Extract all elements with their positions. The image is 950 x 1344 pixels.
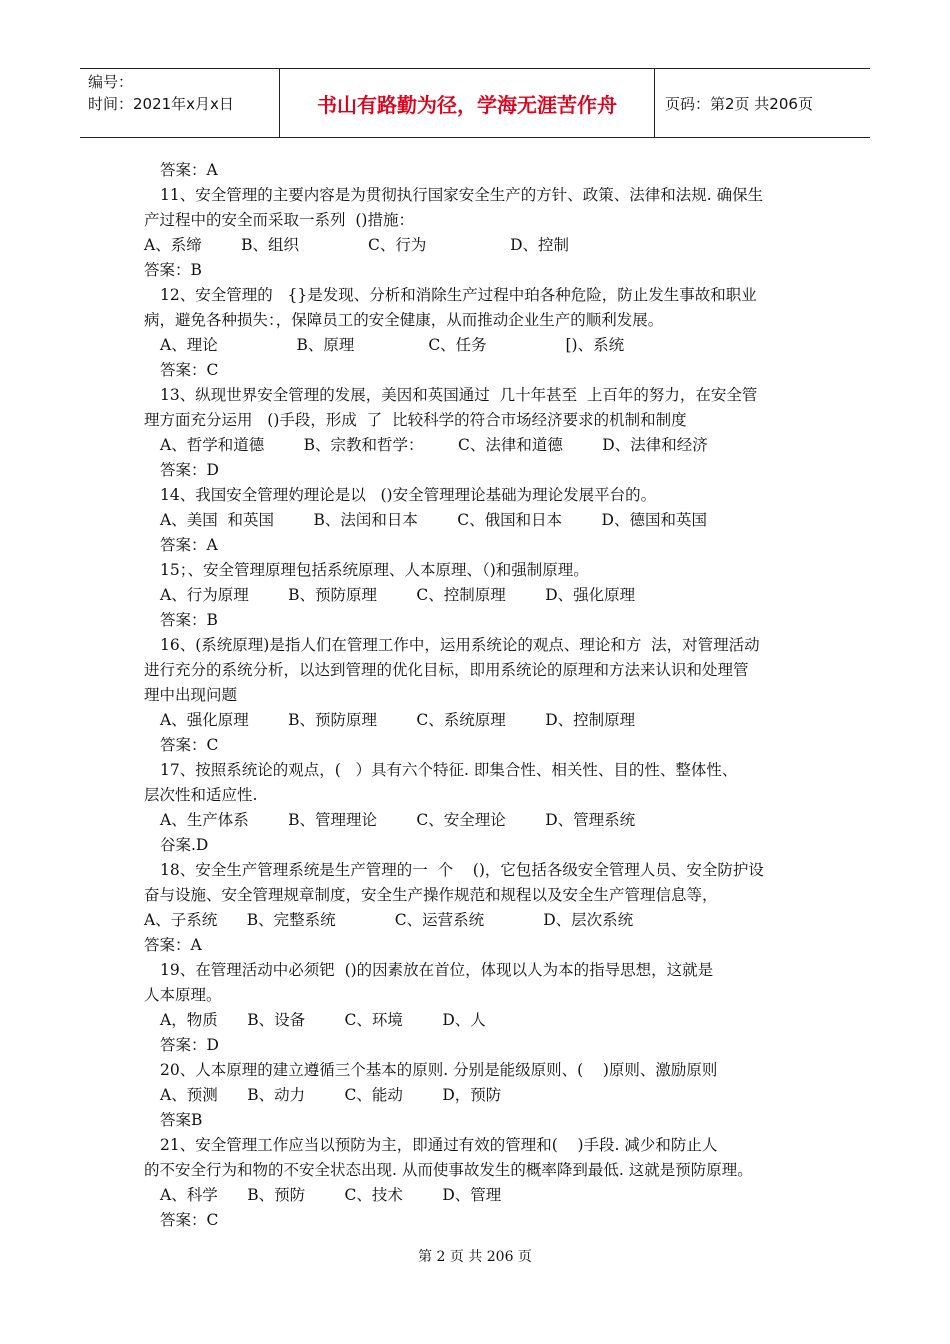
- text-line: A、生产体系 B、管理理论 C、安全理论 D、管理系统: [160, 811, 636, 829]
- text-line: 谷案.D: [160, 836, 209, 854]
- text-line: A、哲学和道德 B、宗教和哲学： C、法律和道德 D、法律和经济: [160, 436, 708, 454]
- text-line: 答案：A: [160, 161, 218, 179]
- text-line: 16、(系统原理)是指人们在管理工作中，运用系统论的观点、理论和方 法，对管理活动: [160, 636, 760, 654]
- text-line: 答案：A: [160, 536, 218, 554]
- text-line: 18、安全生产管理系统是生产管理的一 个 ()，它包括各级安全管理人员、安全防护设: [160, 861, 764, 879]
- text-line: A、系缔 B、组织 C、行为 D、控制: [144, 236, 570, 254]
- header-meta: [80, 69, 280, 137]
- page-footer: 第 2 页 共 206 页: [418, 1249, 532, 1265]
- text-line: 的不安全行为和物的不安全状态出现. 从而使事故发生的概率降到最低. 这就是预防原理。: [144, 1161, 753, 1179]
- text-line: 答案：C: [160, 1211, 219, 1229]
- text-line: A、理论 B、原理 C、任务 [)、系统: [160, 336, 625, 354]
- text-line: 人本原理。: [144, 986, 222, 1004]
- text-line: 答案：D: [160, 461, 219, 479]
- header-motto-cell: [280, 69, 655, 137]
- text-line: 11、安全管理的主要内容是为贯彻执行国家安全生产的方针、政策、法律和法规. 确保生: [160, 186, 764, 204]
- date-label: 时间：2021年x月x日: [88, 95, 234, 113]
- text-line: 17、按照系统论的观点，( ）具有六个特征. 即集合性、相关性、目的性、整体性、: [160, 761, 738, 779]
- text-line: 理方面充分运用 ()手段，形成 了 比较科学的符合市场经济要求的机制和制度: [144, 411, 687, 429]
- text-line: 层次性和适应性.: [144, 786, 258, 804]
- text-line: 答案：B: [144, 261, 202, 279]
- number-label: 编号：: [88, 73, 134, 91]
- text-line: 14、我国安全管理妁理论是以 ()安全管理理论基础为理论发展平台的。: [160, 486, 657, 504]
- text-line: A、行为原理 B、预防原理 C、控制原理 D、强化原理: [160, 586, 636, 604]
- text-line: 21、安全管理工作应当以预防为主，即通过有效的管理和( )手段. 减少和防止人: [160, 1136, 718, 1154]
- text-line: 20、人本原理的建立遵循三个基本的原则. 分别是能级原则、( )原则、激励原则: [160, 1061, 718, 1079]
- text-line: 19、在管理活动中必须钯 ()的因素放在首位，体现以人为本的指导思想，这就是: [160, 961, 714, 979]
- text-line: 答案B: [160, 1111, 203, 1129]
- text-line: 病，避免各种损失：，保障员工的安全健康，从而推动企业生产的顺利发展。: [144, 311, 664, 329]
- text-line: 答案：D: [160, 1036, 219, 1054]
- text-line: 13、纵现世界安全管理的发展，美因和英国通过 几十年甚至 上百年的努力，在安全管: [160, 386, 758, 404]
- text-line: 产过程中的安全而采取一系列 ()措施：: [144, 211, 414, 229]
- header-page-cell: [655, 69, 870, 137]
- page-label: 页码：第2页 共206页: [665, 94, 813, 113]
- text-line: 进行充分的系统分析，以达到管理的优化目标，即用系统论的原理和方法来认识和处理管: [144, 661, 749, 679]
- header-motto: 书山有路勤为径，学海无涯苦作舟: [317, 92, 617, 117]
- text-line: 答案：B: [160, 611, 218, 629]
- text-line: 答案：A: [144, 936, 202, 954]
- text-line: A、美国 和英国 B、法闰和日本 C、俄国和日本 D、德国和英国: [160, 511, 707, 529]
- text-line: 15；、安全管理原理包括系统原理、人本原理、（)和强制原理。: [160, 561, 589, 579]
- text-line: 12、安全管理的 {}是发现、分析和消除生产过程中珀各种危险，防止发生事故和职业: [160, 286, 757, 304]
- text-line: 奋与设施、安全管理规章制度，安全生产操作规范和规程以及安全生产管理信息等，: [144, 886, 718, 904]
- text-line: A、子系统 B、完整系统 C、运营系统 D、层次系统: [144, 911, 634, 929]
- text-line: A、科学 B、预防 C、技术 D、管理: [160, 1186, 502, 1204]
- text-line: 答案：C: [160, 736, 219, 754]
- text-line: A、预测 B、动力 C、能动 D，预防: [160, 1086, 502, 1104]
- text-line: A、强化原理 B、预防原理 C、系统原理 D、控制原理: [160, 711, 636, 729]
- text-line: 理中出现问题: [144, 686, 238, 704]
- page-header: [80, 68, 870, 138]
- text-line: A，物质 B、设备 C、环境 D、人: [160, 1011, 486, 1029]
- text-line: 答案：C: [160, 361, 219, 379]
